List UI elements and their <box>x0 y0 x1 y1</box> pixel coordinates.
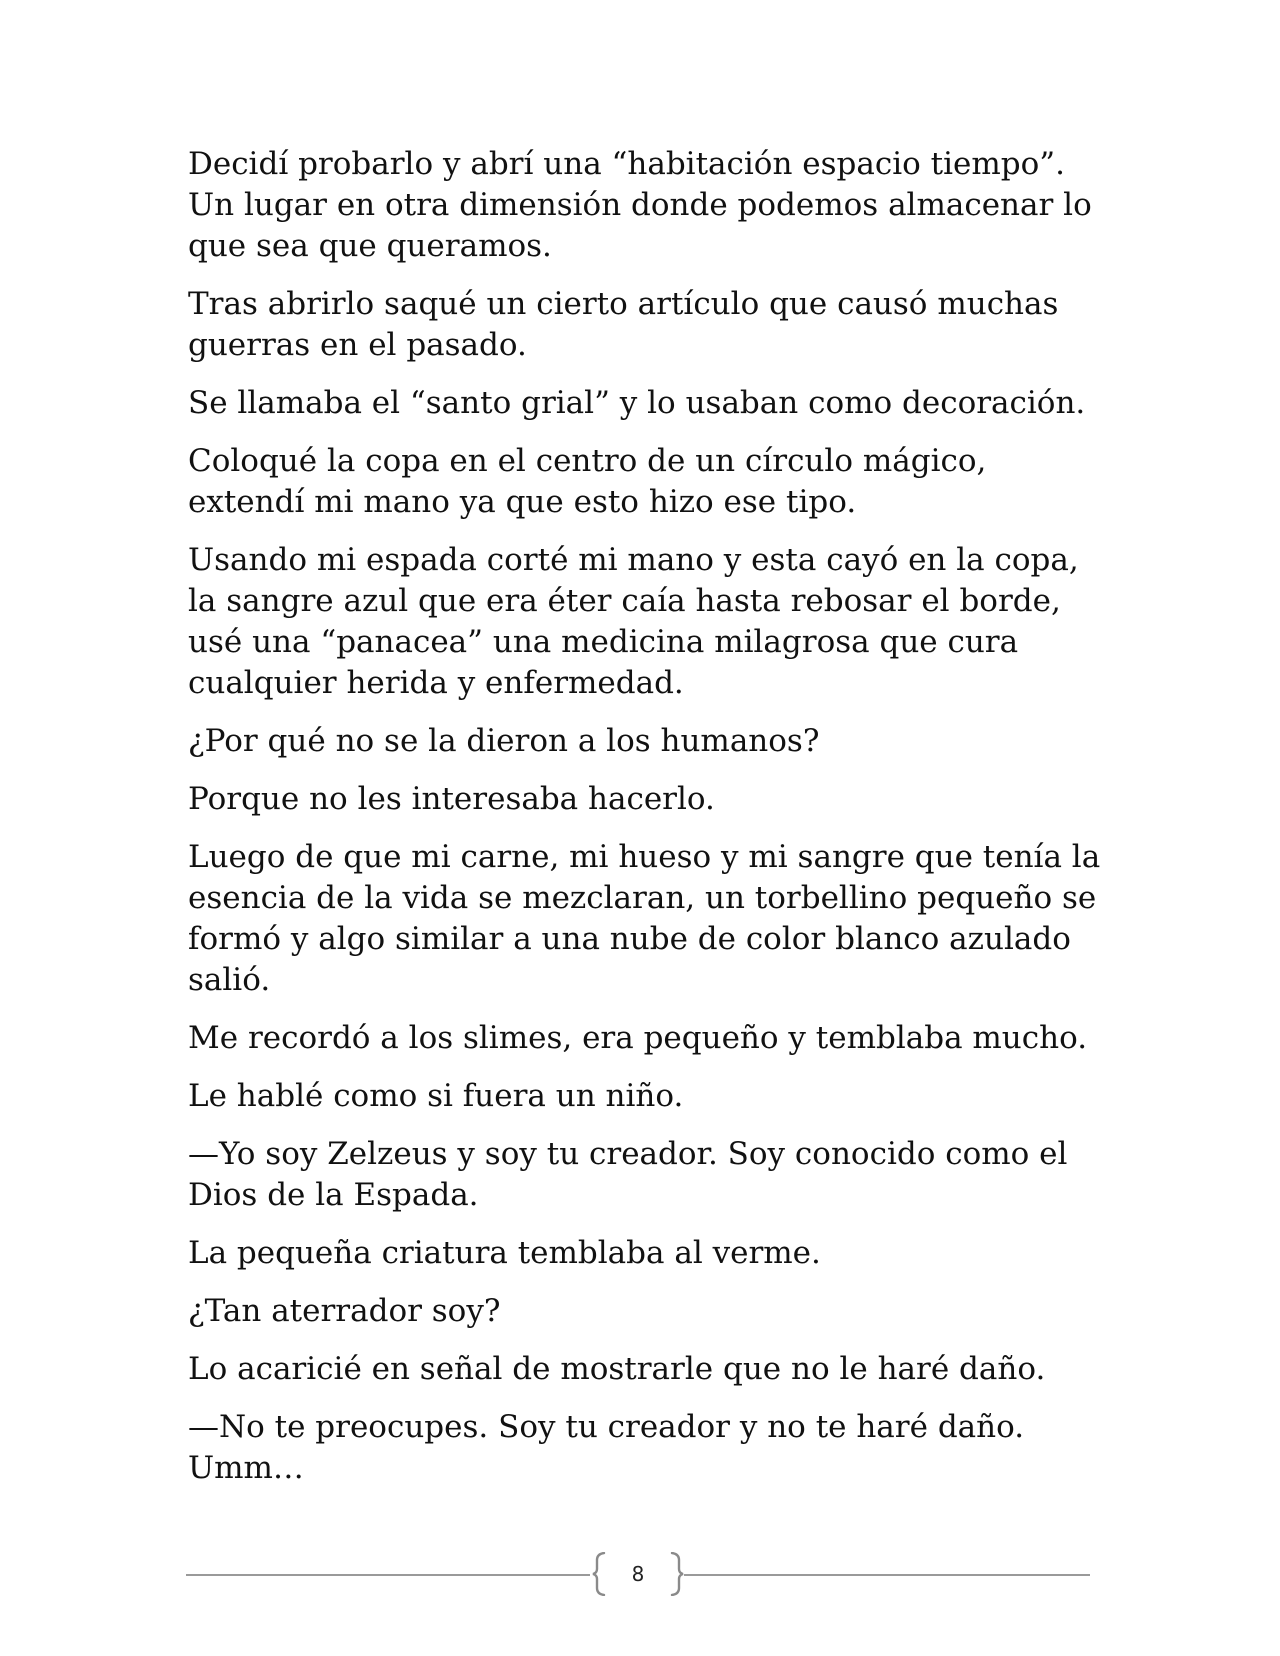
paragraph: —Yo soy Zelzeus y soy tu creador. Soy conocido como el Dios de la Espada. <box>188 1136 1068 1213</box>
paragraph: Tras abrirlo saqué un cierto artículo que causó muchas guerras en el pasado. <box>188 286 1059 363</box>
page-footer <box>186 1552 1090 1600</box>
paragraph: ¿Por qué no se la dieron a los humanos? <box>188 723 820 759</box>
paragraph: La pequeña criatura temblaba al verme. <box>188 1235 821 1271</box>
paragraph: Coloqué la copa en el centro de un círculo mágico, extendí mi mano ya que esto hizo ese tipo. <box>188 443 987 520</box>
paragraph: Decidí probarlo y abrí una “habitación espacio tiempo”. Un lugar en otra dimensión donde podemos almacenar lo que sea que queramos. <box>188 146 1092 264</box>
footer-rule-right <box>684 1574 1090 1576</box>
page-body <box>188 144 1108 1506</box>
paragraph: Se llamaba el “santo grial” y lo usaban como decoración. <box>188 385 1086 421</box>
footer-rule-left <box>186 1574 590 1576</box>
paragraph: Usando mi espada corté mi mano y esta cayó en la copa, la sangre azul que era éter caía hasta rebosar el borde, usé una “panacea” una medicina milagrosa que cura cualquier herida y enfermedad. <box>188 542 1079 701</box>
paragraph: Porque no les interesaba hacerlo. <box>188 781 715 817</box>
paragraph: Me recordó a los slimes, era pequeño y temblaba mucho. <box>188 1020 1088 1056</box>
right-bracket-icon <box>670 1552 684 1596</box>
page-number: 8 <box>631 1562 645 1586</box>
paragraph: ¿Tan aterrador soy? <box>188 1293 501 1329</box>
paragraph: Le hablé como si fuera un niño. <box>188 1078 684 1114</box>
paragraph: Lo acaricié en señal de mostrarle que no le haré daño. <box>188 1351 1046 1387</box>
left-bracket-icon <box>592 1552 606 1596</box>
paragraph: —No te preocupes. Soy tu creador y no te haré daño. Umm… <box>188 1409 1025 1486</box>
paragraph: Luego de que mi carne, mi hueso y mi sangre que tenía la esencia de la vida se mezclaran, un torbellino pequeño se formó y algo similar a una nube de color blanco azulado salió. <box>188 839 1101 998</box>
